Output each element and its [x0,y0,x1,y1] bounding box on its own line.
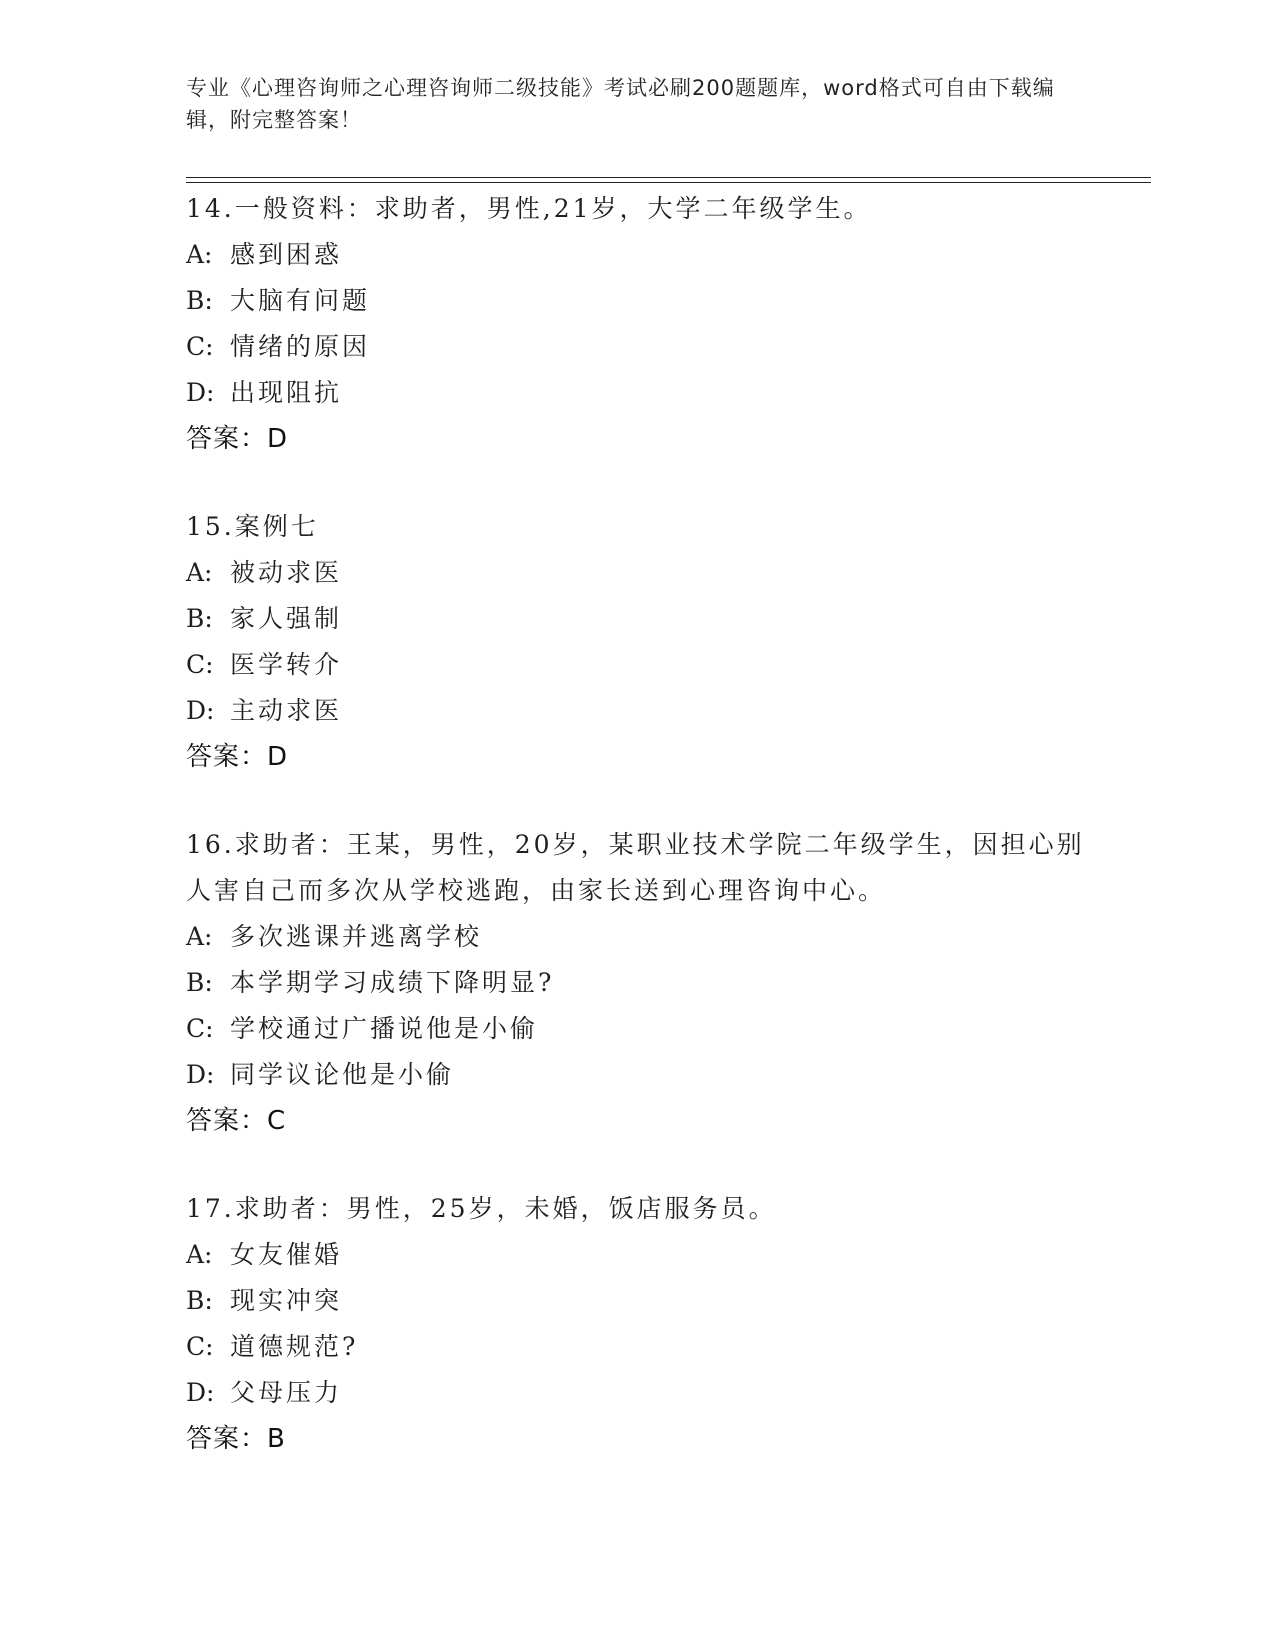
option-c [186,642,1086,688]
option-b [186,278,1086,324]
option-text: 情绪的原因 [230,332,371,361]
header-divider-top [186,177,1151,178]
option-text: 感到困惑 [230,240,343,269]
option-text: 医学转介 [230,650,343,679]
answer-line: 答案：B [186,1424,286,1454]
option-label: D: [186,378,215,407]
option-text: 现实冲突 [230,1286,343,1315]
option-c [186,1324,1086,1370]
option-label: A: [186,1240,213,1269]
option-label: A: [186,558,213,587]
answer-line: 答案：D [186,424,289,454]
option-label: B: [186,968,213,997]
option-label: A: [186,922,213,951]
answer-line: 答案：C [186,1106,287,1136]
option-a [186,550,1086,596]
option-text: 大脑有问题 [230,286,371,315]
option-c [186,1006,1086,1052]
option-text: 道德规范? [230,1332,359,1361]
option-label: B: [186,1286,213,1315]
option-label: C: [186,650,214,679]
option-a [186,914,1086,960]
option-label: D: [186,1060,215,1089]
option-d [186,370,1086,416]
question-stem: 14.一般资料：求助者，男性,21岁，大学二年级学生。 [186,194,872,223]
question-16 [186,822,1086,1144]
document-header: 专业《心理咨询师之心理咨询师二级技能》考试必刷200题题库，word格式可自由下载编辑，附完整答案！ [186,76,1055,132]
question-15 [186,504,1086,780]
option-a [186,232,1086,278]
option-b [186,596,1086,642]
option-d [186,688,1086,734]
header-divider-bottom [186,182,1151,183]
option-text: 同学议论他是小偷 [230,1060,455,1089]
option-b [186,960,1086,1006]
option-text: 学校通过广播说他是小偷 [230,1014,539,1043]
option-d [186,1370,1086,1416]
option-label: B: [186,286,213,315]
option-label: D: [186,1378,215,1407]
option-text: 女友催婚 [230,1240,343,1269]
question-stem: 15.案例七 [186,512,319,541]
option-label: C: [186,1014,214,1043]
question-14 [186,186,1086,462]
option-label: A: [186,240,213,269]
question-17 [186,1186,1086,1462]
option-text: 主动求医 [230,696,343,725]
option-text: 被动求医 [230,558,343,587]
option-c [186,324,1086,370]
option-text: 家人强制 [230,604,343,633]
answer-line: 答案：D [186,742,289,772]
question-stem: 17.求助者：男性，25岁，未婚，饭店服务员。 [186,1194,777,1223]
option-label: B: [186,604,213,633]
option-label: D: [186,696,215,725]
option-text: 父母压力 [230,1378,343,1407]
option-label: C: [186,1332,214,1361]
option-b [186,1278,1086,1324]
option-text: 出现阻抗 [230,378,343,407]
option-d [186,1052,1086,1098]
question-stem: 16.求助者：王某，男性，20岁，某职业技术学院二年级学生，因担心别人害自己而多次从学校逃跑，由家长送到心理咨询中心。 [186,830,1085,905]
option-text: 多次逃课并逃离学校 [230,922,483,951]
option-label: C: [186,332,214,361]
option-a [186,1232,1086,1278]
option-text: 本学期学习成绩下降明显? [230,968,555,997]
